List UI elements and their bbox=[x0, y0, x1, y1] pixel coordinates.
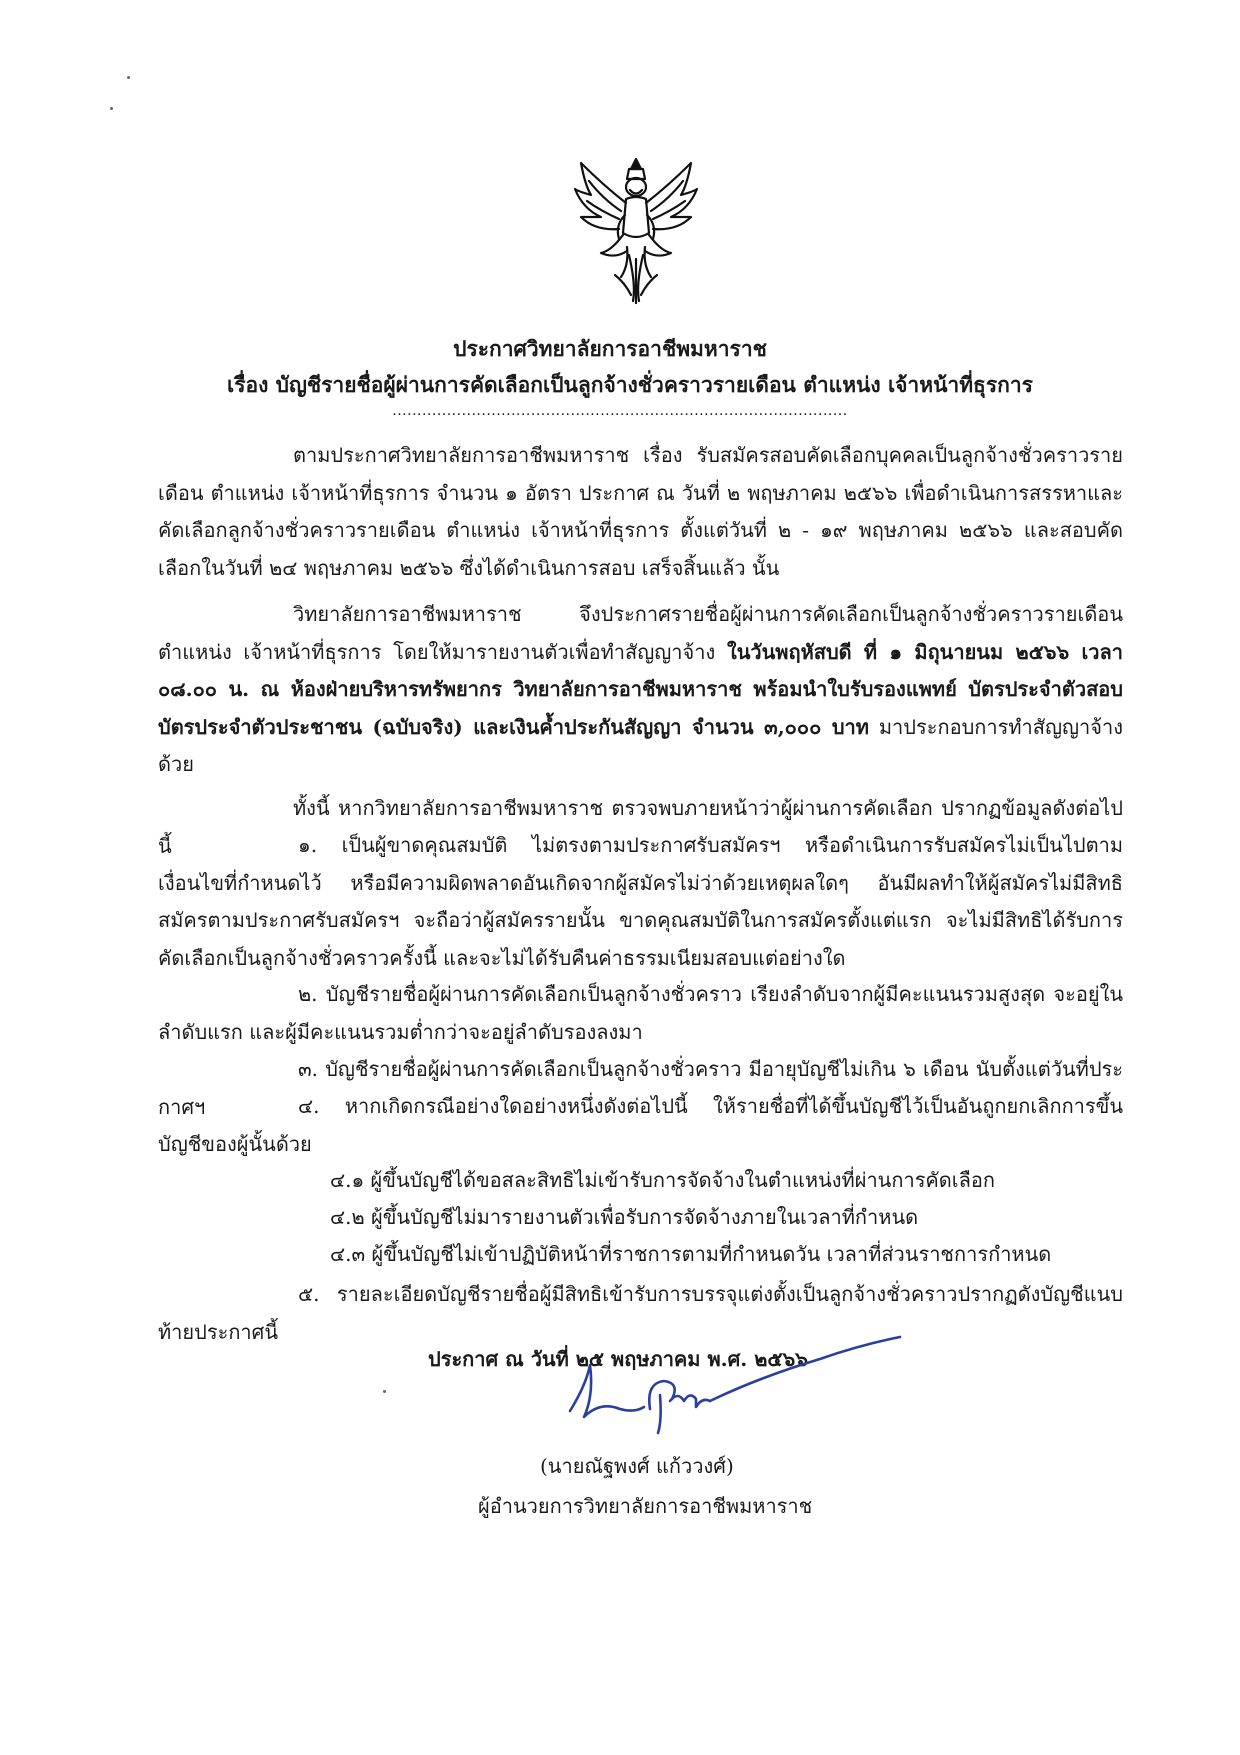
condition-item-3: ๓. บัญชีรายชื่อผู้ผ่านการคัดเลือกเป็นลูกจ้างชั่วคราว มีอายุบัญชีไม่เกิน ๖ เดือน นับตั้งแต่วันที่ประกาศฯ bbox=[158, 1057, 1123, 1119]
condition-sub-4-3: ๔.๓ ผู้ขึ้นบัญชีไม่เข้าปฏิบัติหน้าที่ราชการตามที่กำหนดวัน เวลาที่ส่วนราชการกำหนด bbox=[330, 1242, 1052, 1266]
paragraph-conditions-intro: ทั้งนี้ หากวิทยาลัยการอาชีพมหาราช ตรวจพบภายหน้าว่าผู้ผ่านการคัดเลือก ปรากฏข้อมูลดังต่อไปนี้ bbox=[158, 796, 1123, 858]
paragraph-announcement bbox=[158, 596, 1123, 784]
condition-item-1: ๑. เป็นผู้ขาดคุณสมบัติ ไม่ตรงตามประกาศรับสมัครฯ หรือดำเนินการรับสมัครไม่เป็นไปตามเงื่อนไขที่กำหนดไว้ หรือมีความผิดพลาดอันเกิดจากผู้สมัครไม่ว่าด้วยเหตุผลใดๆ อันมีผลทำให้ผู้สมัครไม่มีสิทธิสมัครตามประกาศรับสมัครฯ จะถือว่าผู้สมัครรายนั้น ขาดคุณสมบัติในการสมัครตั้งแต่แรก จะไม่มีสิทธิได้รับการคัดเลือกเป็นลูกจ้างชั่วคราวครั้งนี้ และจะไม่ได้รับคืนค่าธรรมเนียมสอบแต่อย่างใด bbox=[158, 833, 1123, 970]
scan-speck bbox=[110, 107, 113, 110]
announcement-appointment: ในวันพฤหัสบดี ที่ ๑ มิถุนายนม ๒๕๖๖ เวลา ๐๘.๐๐ น. ณ ห้องฝ่ายบริหารทรัพยากร วิทยาลัยการอาชีพมหาราช พร้อมนำใบรับรองแพทย์ บัตรประจำตัวสอบ บัตรประจำตัวประชาชน (ฉบับจริง) และเงินค้ำประกันสัญญา จำนวน ๓,๐๐๐ บาท bbox=[158, 639, 1123, 739]
document-subject: เรื่อง บัญชีรายชื่อผู้ผ่านการคัดเลือกเป็นลูกจ้างชั่วคราวรายเดือน ตำแหน่ง เจ้าหน้าที่ธุรการ bbox=[227, 372, 1033, 397]
condition-item-4: ๔. หากเกิดกรณีอย่างใดอย่างหนึ่งดังต่อไปนี้ ให้รายชื่อที่ได้ขึ้นบัญชีไว้เป็นอันถูกยกเลิกการขึ้นบัญชีของผู้นั้นด้วย bbox=[158, 1094, 1123, 1156]
condition-sub-4-1: ๔.๑ ผู้ขึ้นบัญชีได้ขอสละสิทธิไม่เข้ารับการจัดจ้างในตำแหน่งที่ผ่านการคัดเลือก bbox=[330, 1168, 996, 1192]
condition-item-5: ๕. รายละเอียดบัญชีรายชื่อผู้มีสิทธิเข้ารับการบรรจุแต่งตั้งเป็นลูกจ้างชั่วคราวปรากฏดังบัญชีแนบท้ายประกาศนี้ bbox=[158, 1282, 1123, 1344]
announcement-lead: วิทยาลัยการอาชีพมหาราช จึงประกาศรายชื่อผู้ผ่านการคัดเลือกเป็นลูกจ้างชั่วคราวรายเดือน ตำแหน่ง เจ้าหน้าที่ธุรการ โดยให้มารายงานตัวเพื่อทำสัญญาจ้าง bbox=[158, 602, 1123, 664]
announcement-tail: มาประกอบการทำสัญญาจ้างด้วย bbox=[158, 714, 1123, 776]
signature-image bbox=[560, 1325, 910, 1455]
condition-item-2: ๒. บัญชีรายชื่อผู้ผ่านการคัดเลือกเป็นลูกจ้างชั่วคราว เรียงลำดับจากผู้มีคะแนนรวมสูงสุด จะอยู่ในลำดับแรก และผู้มีคะแนนรวมต่ำกว่าจะอยู่ลำดับรองลงมา bbox=[158, 982, 1123, 1044]
signer-name: (นายณัฐพงศ์ แก้ววงศ์) bbox=[540, 1454, 734, 1478]
condition-sub-4-2: ๔.๒ ผู้ขึ้นบัญชีไม่มารายงานตัวเพื่อรับการจัดจ้างภายในเวลาที่กำหนด bbox=[330, 1205, 919, 1229]
title-separator: ............................................................................................ bbox=[392, 403, 848, 419]
scan-speck bbox=[127, 76, 130, 79]
document-title: ประกาศวิทยาลัยการอาชีพมหาราช bbox=[453, 336, 767, 361]
garuda-emblem-icon bbox=[571, 155, 701, 305]
scan-speck bbox=[383, 1390, 386, 1393]
announcement-date: ประกาศ ณ วันที่ ๒๕ พฤษภาคม พ.ศ. ๒๕๖๖ bbox=[428, 1347, 808, 1371]
paragraph-background: ตามประกาศวิทยาลัยการอาชีพมหาราช เรื่อง รับสมัครสอบคัดเลือกบุคคลเป็นลูกจ้างชั่วคราวรายเดือน ตำแหน่ง เจ้าหน้าที่ธุรการ จำนวน ๑ อัตรา ประกาศ ณ วันที่ ๒ พฤษภาคม ๒๕๖๖ เพื่อดำเนินการสรรหาและคัดเลือกลูกจ้างชั่วคราวรายเดือน ตำแหน่ง เจ้าหน้าที่ธุรการ ตั้งแต่วันที่ ๒ - ๑๙ พฤษภาคม ๒๕๖๖ และสอบคัดเลือกในวันที่ ๒๔ พฤษภาคม ๒๕๖๖ ซึ่งได้ดำเนินการสอบ เสร็จสิ้นแล้ว นั้น bbox=[158, 443, 1123, 580]
signer-position: ผู้อำนวยการวิทยาลัยการอาชีพมหาราช bbox=[478, 1494, 813, 1518]
